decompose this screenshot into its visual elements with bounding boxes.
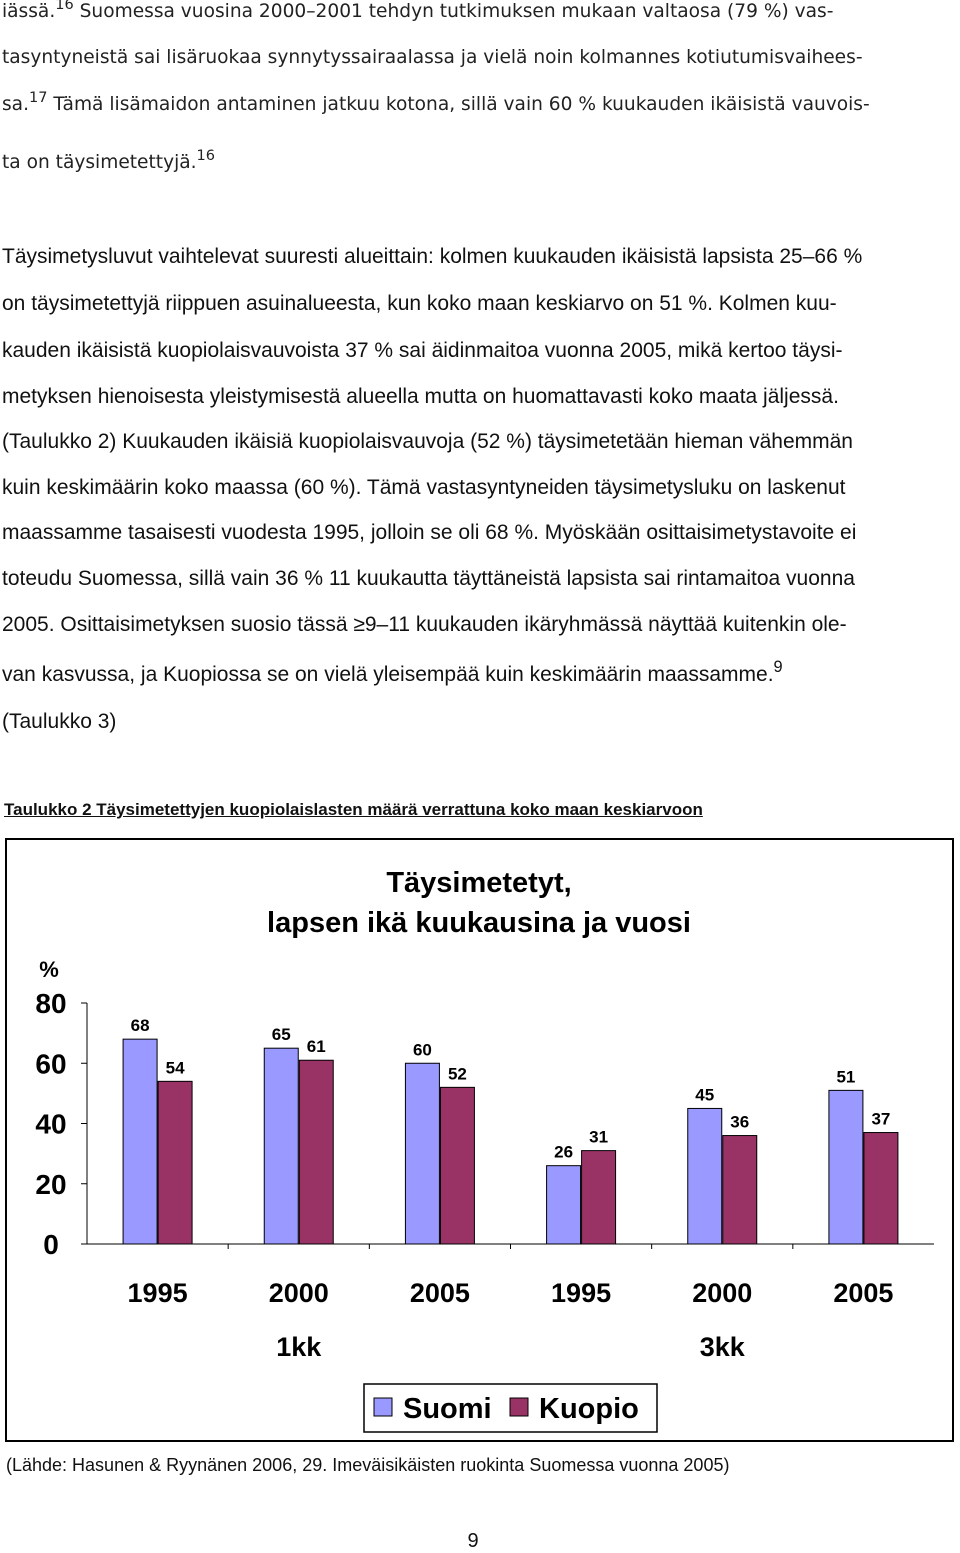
page-number: 9 — [467, 1530, 479, 1552]
data-label: 65 — [271, 1025, 291, 1045]
bar-kuopio — [582, 1151, 616, 1244]
y-axis-label: % — [39, 957, 59, 982]
data-label: 26 — [554, 1142, 574, 1162]
text-line — [2, 90, 870, 115]
x-tick-label: 2000 — [692, 1278, 753, 1308]
text-line — [2, 0, 834, 22]
text-line: metyksen hienoisesta yleistymisestä alueella mutta on huomattavasti koko maata jäljessä. — [2, 385, 839, 408]
x-tick-label: 2005 — [833, 1278, 894, 1308]
data-label: 52 — [447, 1064, 467, 1084]
x-tick-label: 2000 — [268, 1278, 329, 1308]
table-caption: Taulukko 2 Täysimetettyjen kuopiolaislasten määrä verrattuna koko maan keskiarvoon — [4, 800, 703, 819]
text-span: van kasvussa, ja Kuopiossa se on vielä yleisempää kuin keskimäärin maassamme. — [2, 663, 774, 686]
text-line: kauden ikäisistä kuopiolaisvauvoista 37 % sai äidinmaitoa vuonna 2005, mikä kertoo täysi- — [2, 339, 843, 362]
group-label: 3kk — [699, 1332, 745, 1362]
text-span: iässä. — [2, 1, 56, 22]
bar-kuopio — [299, 1060, 333, 1244]
bar-suomi — [547, 1166, 581, 1244]
bar-suomi — [829, 1090, 863, 1244]
data-label: 31 — [589, 1127, 609, 1147]
text-line: 2005. Osittaisimetyksen suosio tässä ≥9–11 kuukauden ikäryhmässä näyttää kuitenkin ole- — [2, 613, 847, 636]
bar-kuopio — [723, 1136, 757, 1244]
text-line — [2, 148, 215, 173]
data-label: 45 — [695, 1085, 715, 1105]
x-tick-label: 2005 — [409, 1278, 470, 1308]
chart-frame — [5, 838, 954, 1442]
y-tick-label: 40 — [35, 1108, 67, 1140]
footnote-reference: 17 — [29, 90, 48, 107]
legend-label-suomi: Suomi — [403, 1393, 492, 1425]
group-label: 1kk — [276, 1332, 322, 1362]
bar-suomi — [405, 1063, 439, 1244]
data-label: 36 — [730, 1112, 750, 1132]
text-line: kuin keskimäärin koko maassa (60 %). Tämä vastasyntyneiden täysimetysluku on laskenut — [2, 476, 846, 499]
legend-label-kuopio: Kuopio — [539, 1393, 639, 1425]
text-line: (Taulukko 2) Kuukauden ikäisiä kuopiolaisvauvoja (52 %) täysimetetään hieman vähemmän — [2, 430, 853, 453]
text-span: Tämä lisämaidon antaminen jatkuu kotona, sillä vain 60 % kuukauden ikäisistä vauvois- — [47, 94, 870, 115]
y-tick-label: 0 — [43, 1229, 59, 1260]
bar-suomi — [688, 1108, 722, 1244]
bar-suomi — [264, 1048, 298, 1244]
text-line: maassamme tasaisesti vuodesta 1995, jolloin se oli 68 %. Myöskään osittaisimetystavoite ei — [2, 521, 857, 544]
text-line: toteudu Suomessa, sillä vain 36 % 11 kuukautta täyttäneistä lapsista sai rintamaitoa vuonna — [2, 567, 855, 590]
legend-swatch-suomi — [374, 1398, 392, 1416]
x-tick-label: 1995 — [551, 1278, 612, 1308]
data-label: 54 — [165, 1058, 185, 1078]
footnote-reference: 9 — [773, 658, 783, 676]
y-tick-label: 60 — [35, 1048, 67, 1080]
x-tick-label: 1995 — [127, 1278, 188, 1308]
footnote-reference: 16 — [196, 148, 215, 165]
source-note: (Lähde: Hasunen & Ryynänen 2006, 29. Imeväisikäisten ruokinta Suomessa vuonna 2005) — [6, 1455, 730, 1475]
data-label: 68 — [130, 1016, 150, 1036]
bar-kuopio — [440, 1087, 474, 1244]
text-line: tasyntyneistä sai lisäruokaa synnytyssairaalassa ja vielä noin kolmannes kotiutumisvaihees- — [2, 47, 863, 68]
bar-suomi — [123, 1039, 157, 1244]
data-label: 37 — [871, 1109, 891, 1129]
bar-kuopio — [864, 1133, 898, 1244]
bar-kuopio — [158, 1081, 192, 1244]
text-line: (Taulukko 3) — [2, 710, 117, 733]
footnote-reference: 16 — [55, 0, 74, 14]
y-tick-label: 80 — [35, 988, 67, 1019]
text-line: on täysimetettyjä riippuen asuinalueesta, kun koko maan keskiarvo on 51 %. Kolmen kuu- — [2, 292, 837, 315]
data-label: 60 — [412, 1040, 432, 1060]
chart-subtitle: lapsen ikä kuukausina ja vuosi — [267, 907, 691, 939]
text-span: ta on täysimetettyjä. — [2, 152, 197, 173]
text-line: Täysimetysluvut vaihtelevat suuresti alueittain: kolmen kuukauden ikäisistä lapsista 25–66 % — [2, 245, 863, 268]
data-label: 61 — [306, 1037, 326, 1057]
y-tick-label: 20 — [35, 1168, 67, 1200]
chart-title: Täysimetetyt, — [386, 867, 572, 899]
bar-chart — [7, 840, 952, 1440]
legend-swatch-kuopio — [510, 1398, 528, 1416]
text-span: Suomessa vuosina 2000–2001 tehdyn tutkimuksen mukaan valtaosa (79 %) vas- — [73, 1, 834, 22]
text-line — [2, 658, 783, 686]
data-label: 51 — [836, 1067, 856, 1087]
text-span: sa. — [2, 94, 29, 115]
